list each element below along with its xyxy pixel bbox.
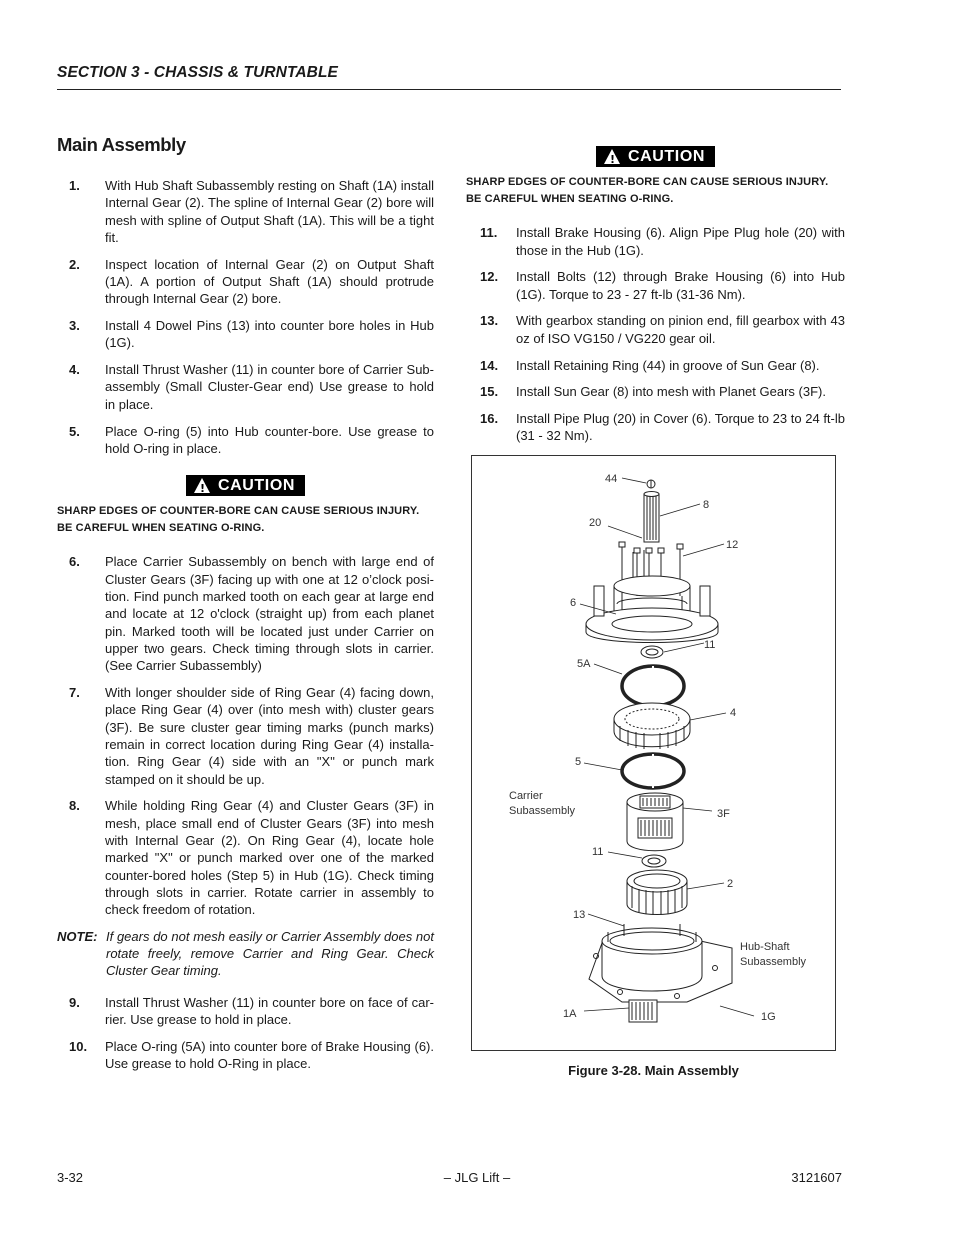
callout-label: 1G <box>761 1011 776 1023</box>
step-text: With gearbox standing on pinion end, fill gearbox with 43 oz of ISO VG150 / VG220 gear oil. <box>516 313 845 346</box>
step-text: Place O-ring (5) into Hub counter-bore. Use grease to hold O-ring in place. <box>105 423 434 456</box>
caution-banner <box>57 475 434 497</box>
steps-list <box>466 224 845 444</box>
caution-label-box <box>186 475 305 496</box>
o-ring-5a-part <box>622 666 684 706</box>
page-number: 3-32 <box>57 1170 84 1185</box>
step-text: Install Sun Gear (8) into mesh with Planet Gears (3F). <box>516 384 826 400</box>
figure-frame <box>471 455 836 1051</box>
step-item <box>57 1038 434 1073</box>
step-number-text: 3. <box>69 318 80 334</box>
step-item <box>57 797 434 918</box>
step-number-text: 8. <box>69 798 80 814</box>
step-item <box>57 553 434 674</box>
callout-label: Subassembly <box>509 805 576 817</box>
callout-label: Hub-Shaft <box>740 941 790 953</box>
step-text: Inspect location of Internal Gear (2) on Output Shaft (1A). A portion of Output Shaft (1A) should protrude through Internal Gear (2) bore. <box>105 256 434 307</box>
note-text: If gears do not mesh easily or Carrier Assembly does not rotate freely, remove Carrier and Ring Gear. Check Cluster Gear timing. <box>106 928 434 979</box>
step-item <box>57 684 434 788</box>
step-text: With Hub Shaft Subassembly resting on Shaft (1A) install Internal Gear (2). The spline of Internal Gear (2) bore will mesh with spline of Output Shaft (1A). This will be a tight fit. <box>105 178 434 245</box>
header-divider <box>57 89 841 90</box>
step-item <box>466 383 845 400</box>
carrier-subassembly-part <box>627 793 683 851</box>
step-text: Install 4 Dowel Pins (13) into counter bore holes in Hub (1G). <box>105 318 434 351</box>
figure-caption: Figure 3-28. Main Assembly <box>568 1063 739 1078</box>
ring-gear-part <box>614 703 690 749</box>
caution-label: CAUTION <box>217 477 296 494</box>
thrust-washer-part <box>641 646 663 658</box>
callout-label: 11 <box>704 639 716 651</box>
step-number-text: 14. <box>480 357 499 373</box>
o-ring-5-part <box>622 754 684 788</box>
callout-label: 20 <box>589 517 602 529</box>
page-heading: Main Assembly <box>57 134 186 155</box>
note <box>57 928 434 980</box>
callout-label: 6 <box>570 597 577 609</box>
internal-gear-part <box>627 870 687 915</box>
step-text: Install Thrust Washer (11) in counter bore of Carrier Sub-assembly (Small Cluster-Gear end) Use grease to hold in place. <box>105 362 434 412</box>
caution-label-box <box>596 146 715 167</box>
callout-label: 3F <box>717 808 730 820</box>
step-item <box>466 224 845 259</box>
callout-label: 44 <box>605 473 618 485</box>
step-text: Place O-ring (5A) into counter bore of Brake Housing (6). Use grease to hold O-Ring in place. <box>105 1038 434 1072</box>
section-title: SECTION 3 - CHASSIS & TURNTABLE <box>57 64 338 81</box>
step-text: Place Carrier Subassembly on bench with large end of Cluster Gears (3F) facing up with one at 12 o’clock posi-tion. Find punch marked tooth on each gear at large end and locate at 12 o'clock (straight up) from each planet pin. Marked tooth will be located just under Carrier on upper two gears. Check timing through slots in carrier. (See Carrier Subassembly) <box>105 554 434 674</box>
steps-list <box>57 994 434 1073</box>
step-number-text: 1. <box>69 178 80 193</box>
step-number-text: 9. <box>69 994 80 1010</box>
step-number-text: 12. <box>480 269 499 285</box>
step-number <box>57 994 105 1029</box>
callout-label: 13 <box>573 909 586 921</box>
step-text: Install Retaining Ring (44) in groove of Sun Gear (8). <box>516 357 820 373</box>
warning-triangle-icon <box>604 149 620 164</box>
callout-label: 12 <box>726 539 739 551</box>
callout-label: 8 <box>703 499 710 511</box>
callout-label: 5A <box>577 658 591 670</box>
step-number-text: 15. <box>480 384 499 400</box>
step-number-text: 11. <box>480 225 498 241</box>
steps-list <box>57 553 434 918</box>
caution-label: CAUTION <box>627 147 706 165</box>
footer-brand: – JLG Lift – <box>443 1170 511 1185</box>
step-number <box>466 268 516 303</box>
step-item <box>466 312 845 347</box>
step-number-text: 13. <box>480 313 499 329</box>
step-text: While holding Ring Gear (4) and Cluster Gears (3F) in mesh, place small end of Cluster Gears (3F) into mesh with Internal Gear (2). On Ring Gear (4), locate hole marked "X" or punch marked over one of the marked counter-bored holes (Step 5) in Hub (1G). Check timing through slots in carrier. Rotate carrier in assembly to check freedom of rotation. <box>105 798 434 918</box>
step-number-text: 6. <box>69 554 80 570</box>
step-item <box>57 317 434 352</box>
callout-label: 4 <box>730 707 737 719</box>
step-item <box>466 410 845 445</box>
callout-label: 2 <box>727 878 734 890</box>
step-number <box>466 357 516 374</box>
step-number <box>466 312 516 347</box>
step-number-text: 10. <box>69 1038 88 1054</box>
step-item <box>466 357 845 374</box>
callout-label: 5 <box>575 756 582 768</box>
step-text: Install Pipe Plug (20) in Cover (6). Torque to 23 to 24 ft-lb (31 - 32 Nm). <box>516 411 845 444</box>
step-number <box>57 361 105 413</box>
step-number <box>57 423 105 458</box>
step-number <box>57 317 105 352</box>
caution-banner <box>466 146 845 168</box>
warning-triangle-icon <box>194 478 210 493</box>
callout-label: Carrier <box>509 790 543 802</box>
step-number <box>57 177 105 246</box>
left-column <box>57 177 434 1082</box>
brake-housing-part <box>586 576 718 643</box>
step-number <box>466 224 516 259</box>
step-item <box>57 423 434 458</box>
step-number <box>57 684 105 788</box>
callout-label: 11 <box>592 846 604 858</box>
step-item <box>57 361 434 413</box>
step-number-text: 5. <box>69 423 80 439</box>
step-number-text: 2. <box>69 256 80 272</box>
sun-gear-part <box>644 492 659 543</box>
step-item <box>57 177 434 246</box>
step-text: Install Bolts (12) through Brake Housing (6) into Hub (1G). Torque to 23 - 27 ft-lb (31-36 Nm). <box>516 269 845 302</box>
steps-list <box>57 177 434 457</box>
note-label: NOTE: <box>57 928 98 944</box>
caution-text: SHARP EDGES OF COUNTER-BORE CAN CAUSE SERIOUS INJURY. BE CAREFUL WHEN SEATING O-RING. <box>57 505 420 535</box>
right-column <box>466 146 845 454</box>
step-item <box>57 256 434 308</box>
step-number <box>466 383 516 400</box>
step-number <box>57 553 105 674</box>
step-text: Install Thrust Washer (11) in counter bore on face of car-rier. Use grease to hold in place. <box>105 994 434 1028</box>
hub-shaft-subassembly-part <box>589 924 732 1022</box>
step-text: Install Brake Housing (6). Align Pipe Plug hole (20) with those in the Hub (1G). <box>516 225 845 258</box>
callout-label: 1A <box>563 1008 577 1020</box>
step-number-text: 4. <box>69 362 80 378</box>
step-number-text: 16. <box>480 411 499 427</box>
exploded-assembly-diagram <box>472 456 835 1050</box>
step-number <box>57 797 105 918</box>
thrust-washer-part <box>642 855 666 867</box>
step-text: With longer shoulder side of Ring Gear (4) facing down, place Ring Gear (4) over (into mesh with) cluster gears (3F). Be sure cluster gear timing marks (punch marks) remain in correct location during Ring Gear (4) installa-tion. Ring Gear (4) side with an "X" or punch mark stamped on it should be up. <box>105 685 434 787</box>
step-item <box>466 268 845 303</box>
caution-text: SHARP EDGES OF COUNTER-BORE CAN CAUSE SERIOUS INJURY. BE CAREFUL WHEN SEATING O-RING. <box>466 176 829 206</box>
step-number-text: 7. <box>69 685 80 701</box>
callout-label: Subassembly <box>740 956 807 968</box>
step-number <box>466 410 516 445</box>
step-number <box>57 1038 105 1073</box>
document-number: 3121607 <box>791 1170 842 1185</box>
step-number <box>57 256 105 308</box>
step-item <box>57 994 434 1029</box>
